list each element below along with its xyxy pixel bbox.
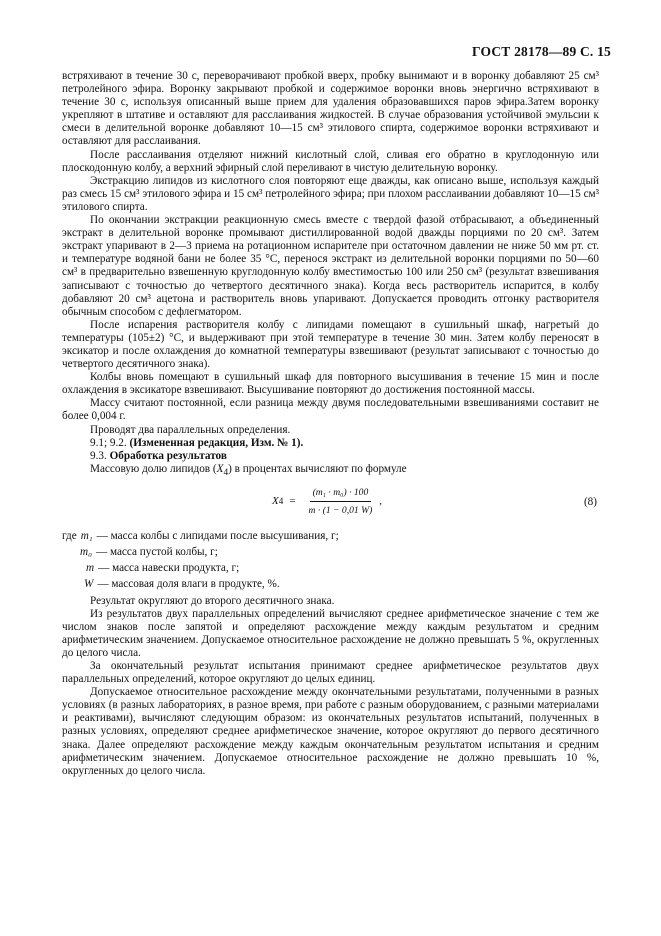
amendment-clauses: 9.1; 9.2. [90,436,127,449]
section-title: Обработка результатов [109,449,227,462]
legend-symbol: m₁ [80,530,93,543]
formula-comma: , [379,495,383,508]
paragraph-2: После расслаивания отделяют нижний кислотный слой, сливая его обратно в круглодонную или плоскодонную колбу, а верхний эфирный слой переливают в чистую делительную воронку. [62,148,599,174]
legend-text: — масса колбы с липидами после высушивания, г; [96,530,339,543]
legend-symbol: m [86,562,95,575]
legend-row [62,530,599,543]
formula-8 [272,486,382,517]
paragraph-15: Допускаемое относительное расхождение между окончательными результатами, полученными в разных условиях (в разных лабораториях, в разное время, при работе с разным оборудованием, с разными материалами и реактивами), вычисляют следующим образом: из окончательных результатов испытаний, полученных в разных условиях, определяют среднее арифметическое значение, которое округляют до первого десятичного знака. Далее определяют расхождение между каждым окончательным результатом испытания и средним арифметическим значением. Допускаемое относительное расхождение не должно превышать 10 %, округленных до целого числа. [62,686,599,777]
legend-intro: где [62,530,77,543]
formula-lhs-sub: 4 [278,496,284,507]
formula-legend [62,530,599,591]
formula-lhs: X [272,495,279,508]
paragraph-3: Экстракцию липидов из кислотного слоя повторяют еще дважды, как описано выше, используя каждый раз смесь 15 см³ этилового эфира и 15 см³ петролейного эфира; при плохом расслаивании добавляют 10—15 см³ этилового спирта. [62,174,599,213]
paragraph-4: По окончании экстракции реакционную смесь вместе с твердой фазой отбрасывают, а объединенный экстракт в делительной воронке промывают дистиллированной водой дважды порциями по 20 см³. Затем экстракт упаривают в 2—3 приема на ротационном испарителе при остаточном давлении не ниже 50 мм рт. ст. и температуре водяной бани не более 35 °С, перенося экстракт из делительной воронки порциями по 50—60 см³ в предварительно взвешенную круглодонную колбу вместимостью 100 или 250 см³ (результат взвешивания записывают с точностью до четвертого десятичного знака). Когда весь растворитель испарится, в колбу добавляют 20 см³ ацетона и растворитель вновь упаривают. Допускается проводить отгонку растворителя обычным способом с дефлегматором. [62,214,599,318]
legend-text: — массовая доля влаги в продукте, %. [97,578,280,591]
paragraph-1: встряхивают в течение 30 с, переворачивают пробкой вверх, пробку вынимают и в воронку добавляют 25 см³ петролейного эфира. Воронку закрывают пробкой и содержимое воронки вновь энергично встряхивают в течение 30 с, используя описанный выше прием для удаления образовавшихся паров эфира.Затем воронку укрепляют в штативе и оставляют для расслаивания жидкостей. В случае образования устойчивой эмульсии к смеси в делительной воронке добавляют 10—15 см³ этилового спирта, содержимое воронки встряхивают и оставляют для расслаивания. [62,70,599,148]
paragraph-8: Проводят два параллельных определения. [90,423,291,436]
legend-row [62,578,599,591]
legend-text: — масса пустой колбы, г; [95,546,218,559]
legend-text: — масса навески продукта, г; [98,562,240,575]
formula-block [62,482,599,526]
formula-equals: = [289,495,296,508]
legend-symbol: W [84,578,94,591]
paragraph-6: Колбы вновь помещают в сушильный шкаф для повторного высушивания в течение 15 мин и после охлаждения в эксикаторе взвешивают. Высушивание повторяют до достижения постоянной массы. [62,371,599,397]
legend-symbol: m₀ [80,546,92,559]
paragraph-5: После испарения растворителя колбу с липидами помещают в сушильный шкаф, нагретый до температуры (105±2) °С, и выдерживают при этой температуре в течение 30 мин. Затем колбу переносят в эксикатор и после охлаждения до комнатной температуры взвешивают (результат записывают с точностью до четвертого десятичного знака). [62,318,599,371]
amendment-text: (Измененная редакция, Изм. № 1). [129,436,304,449]
standard-header: ГОСТ 28178—89 С. 15 [472,44,611,59]
document-body [62,70,599,778]
formula-numerator: (m₁ · m₀) · 100 [310,486,372,502]
paragraph-7: Массу считают постоянной, если разница между двумя последовательными взвешиваниями составит не более 0,004 г. [62,397,599,423]
formula-number: (8) [583,496,597,509]
legend-row [62,562,599,575]
formula-fraction [306,486,376,517]
section-heading [62,450,599,463]
formula-intro: Массовую долю липидов $(X_4)$ в процентах вычисляют по формуле [90,462,407,479]
formula-denominator: m · (1 − 0,01 W) [308,505,373,517]
section-number: 9.3. [90,449,107,462]
paragraph-12: Результат округляют до второго десятичного знака. [90,594,335,607]
paragraph-14: За окончательный результат испытания принимают среднее арифметическое результатов двух параллельных определений, которое округляют до целых единиц. [62,659,599,686]
amendment-note [62,437,599,450]
legend-row [62,546,599,559]
paragraph-13: Из результатов двух параллельных определений вычисляют среднее арифметическое значение с тем же числом знаков после запятой и определяют расхождение между каждым результатом и средним арифметическим значением. Допускаемое относительное расхождение не должно превышать 5 %, округленных до целого числа. [62,607,599,659]
